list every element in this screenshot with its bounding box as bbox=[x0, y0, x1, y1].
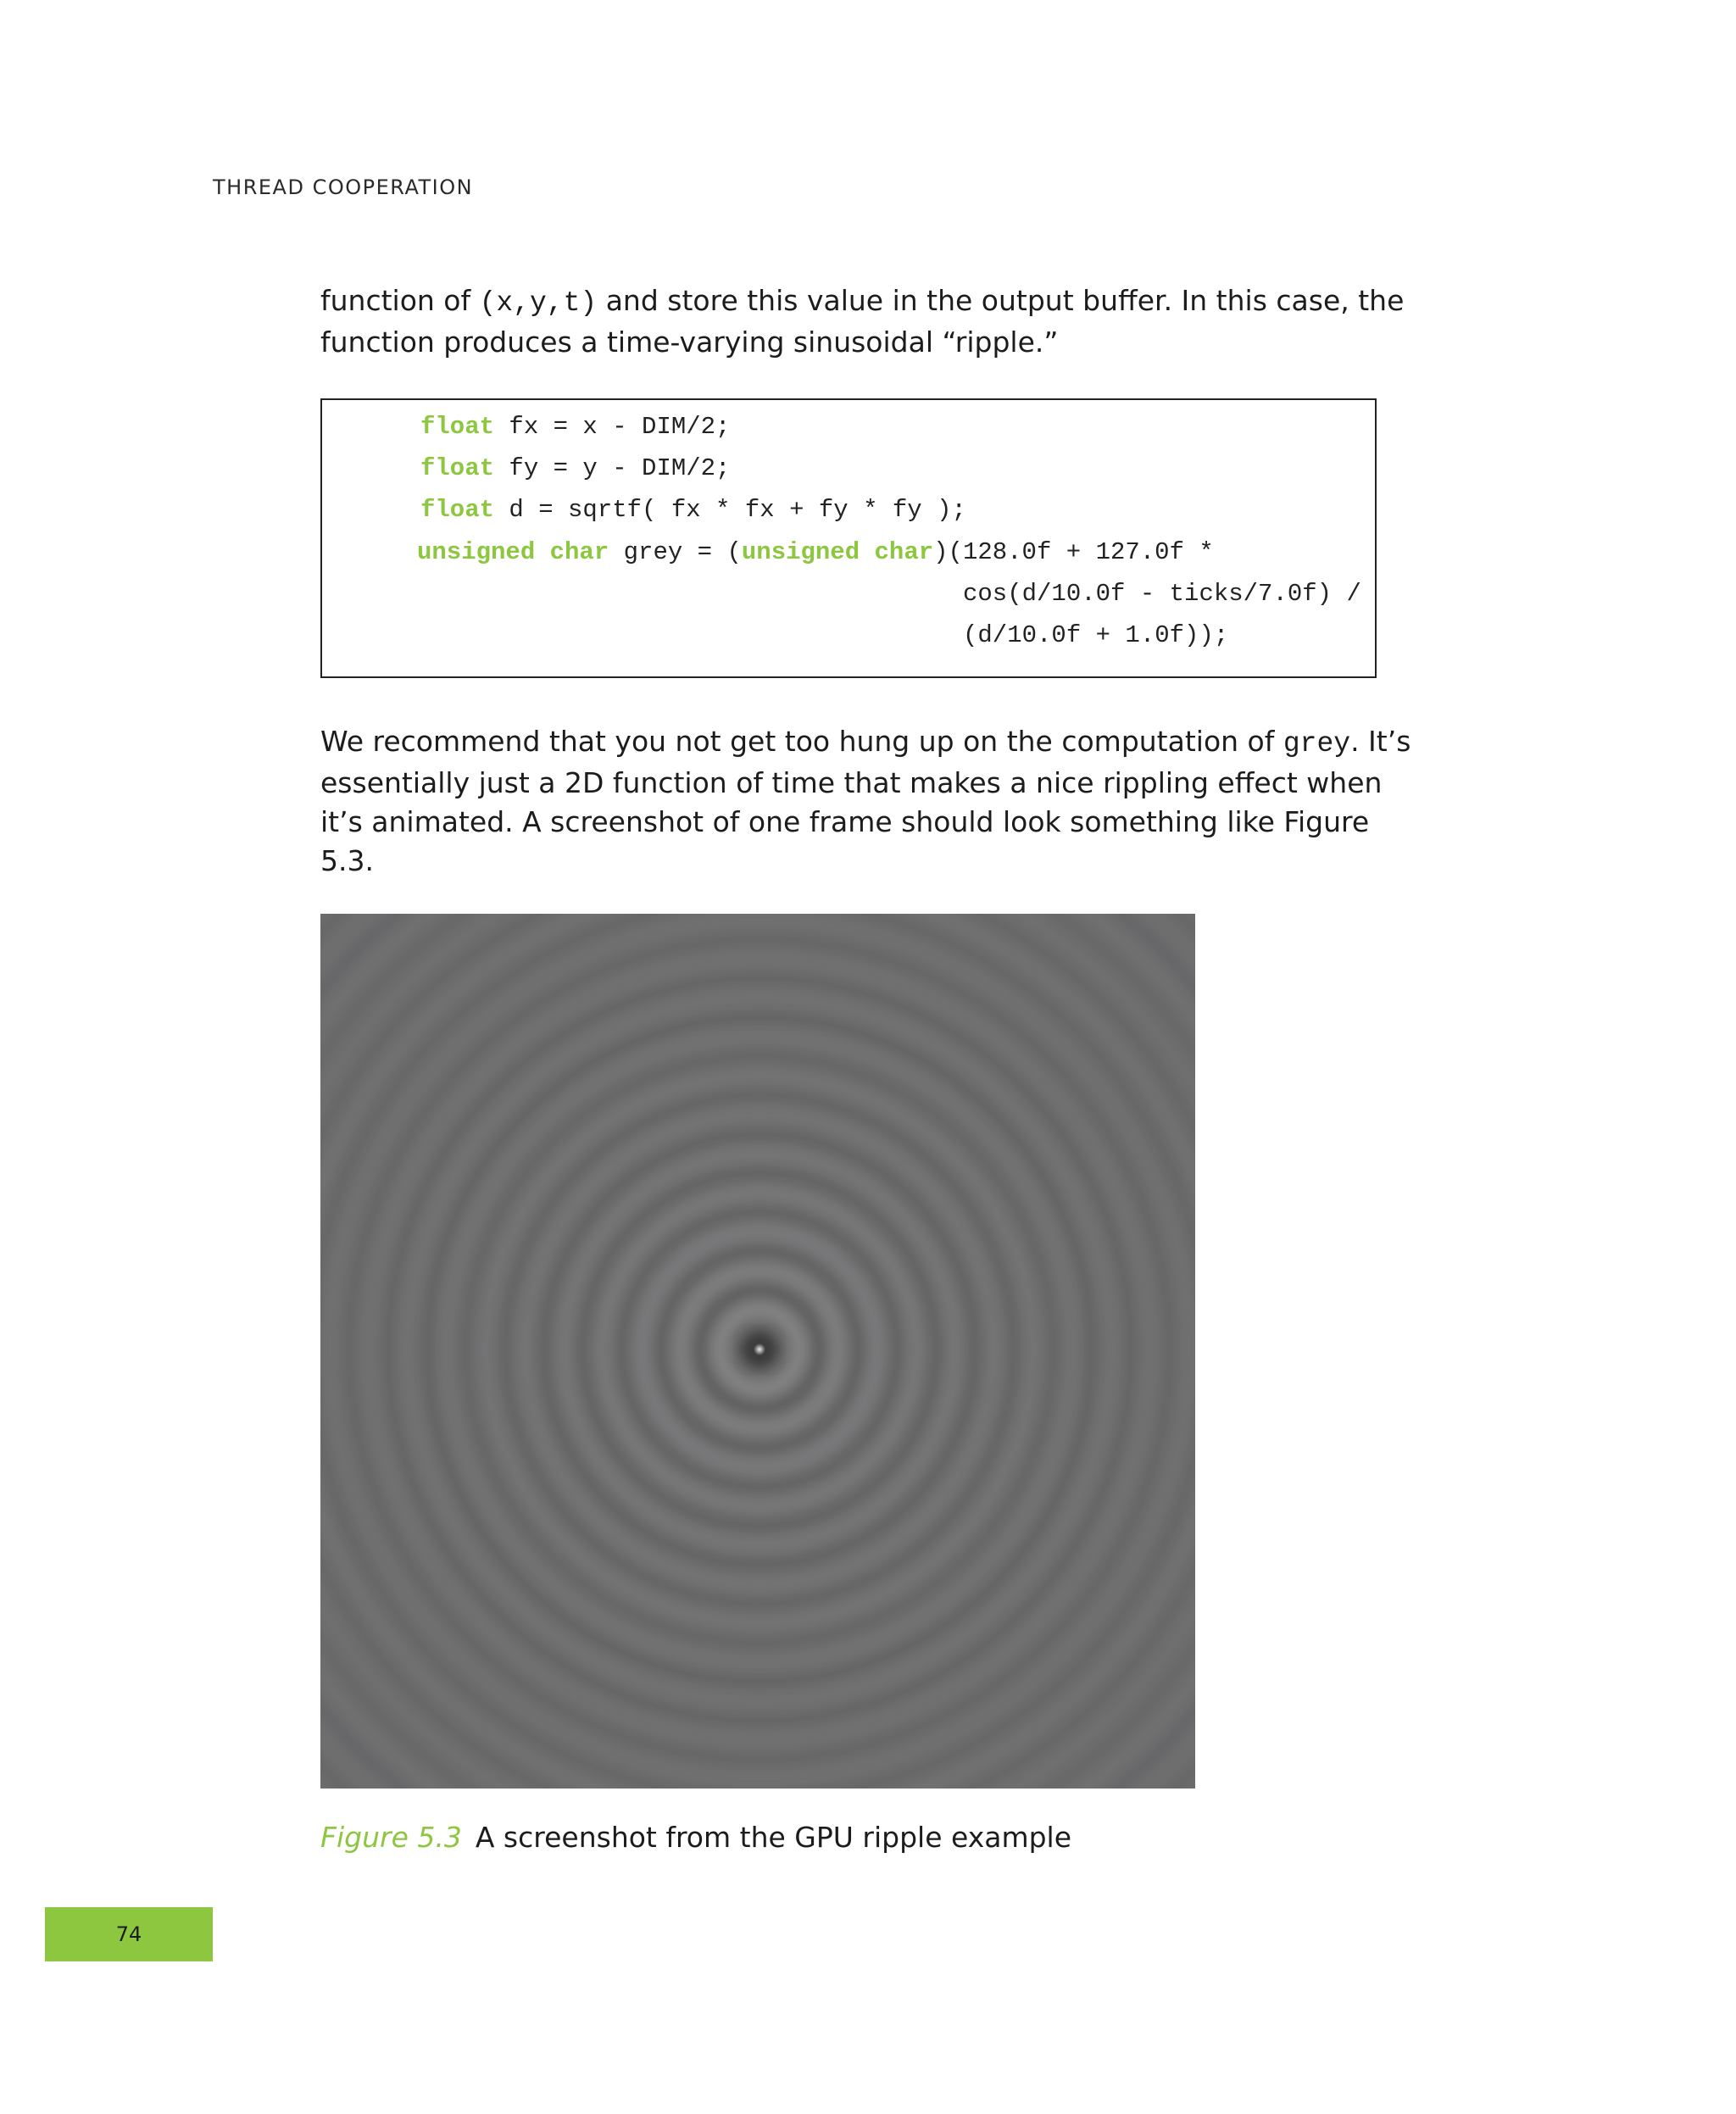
code-text: fx = x - DIM/2; bbox=[494, 413, 731, 441]
para2-text-after: . It’s essentially just a 2D function of time that makes a nice rippling effect when it’s animated. A screenshot of one frame should look something like Figure 5.3. bbox=[320, 725, 1411, 877]
para1-text-after: and store this value in the output buffer. In this case, the function produces a time-varying sinusoidal “ripple.” bbox=[320, 284, 1405, 359]
para1-text-before: function of bbox=[320, 284, 480, 317]
para2-text-before: We recommend that you not get too hung up on the computation of bbox=[320, 725, 1283, 758]
running-head: THREAD COOPERATION bbox=[213, 175, 474, 199]
code-text: fy = y - DIM/2; bbox=[494, 454, 731, 482]
code-block bbox=[320, 398, 1377, 678]
page-number-tab bbox=[45, 1907, 213, 1961]
code-line-1 bbox=[420, 410, 730, 444]
code-line-2 bbox=[420, 452, 730, 486]
intro-paragraph bbox=[320, 281, 1414, 362]
code-keyword: float bbox=[420, 496, 495, 524]
code-text: )(128.0f + 127.0f * bbox=[933, 538, 1214, 566]
figure-label: Figure 5.3 bbox=[320, 1821, 462, 1854]
explanation-paragraph bbox=[320, 722, 1414, 881]
code-keyword: float bbox=[420, 454, 495, 482]
code-text: d = sqrtf( fx * fx + fy * fy ); bbox=[494, 496, 966, 524]
code-line-3 bbox=[420, 493, 966, 527]
code-line-6: (d/10.0f + 1.0f)); bbox=[963, 621, 1229, 649]
page-number: 74 bbox=[115, 1922, 142, 1946]
code-keyword: unsigned char bbox=[417, 538, 609, 566]
ripple-bright-center bbox=[754, 1344, 765, 1355]
para2-inline-code: grey bbox=[1283, 728, 1351, 759]
code-text: grey = ( bbox=[609, 538, 742, 566]
ripple-figure-image bbox=[320, 914, 1195, 1789]
code-line-5: cos(d/10.0f - ticks/7.0f) / bbox=[963, 580, 1361, 608]
code-keyword: unsigned char bbox=[741, 538, 934, 566]
figure-caption-text: A screenshot from the GPU ripple example bbox=[475, 1821, 1072, 1854]
para1-inline-code: (x,y,t) bbox=[479, 287, 598, 319]
code-line-4 bbox=[417, 536, 1214, 570]
ripple-rings-graphic bbox=[320, 914, 1195, 1789]
figure-caption bbox=[320, 1819, 1071, 1856]
code-keyword: float bbox=[420, 413, 495, 441]
